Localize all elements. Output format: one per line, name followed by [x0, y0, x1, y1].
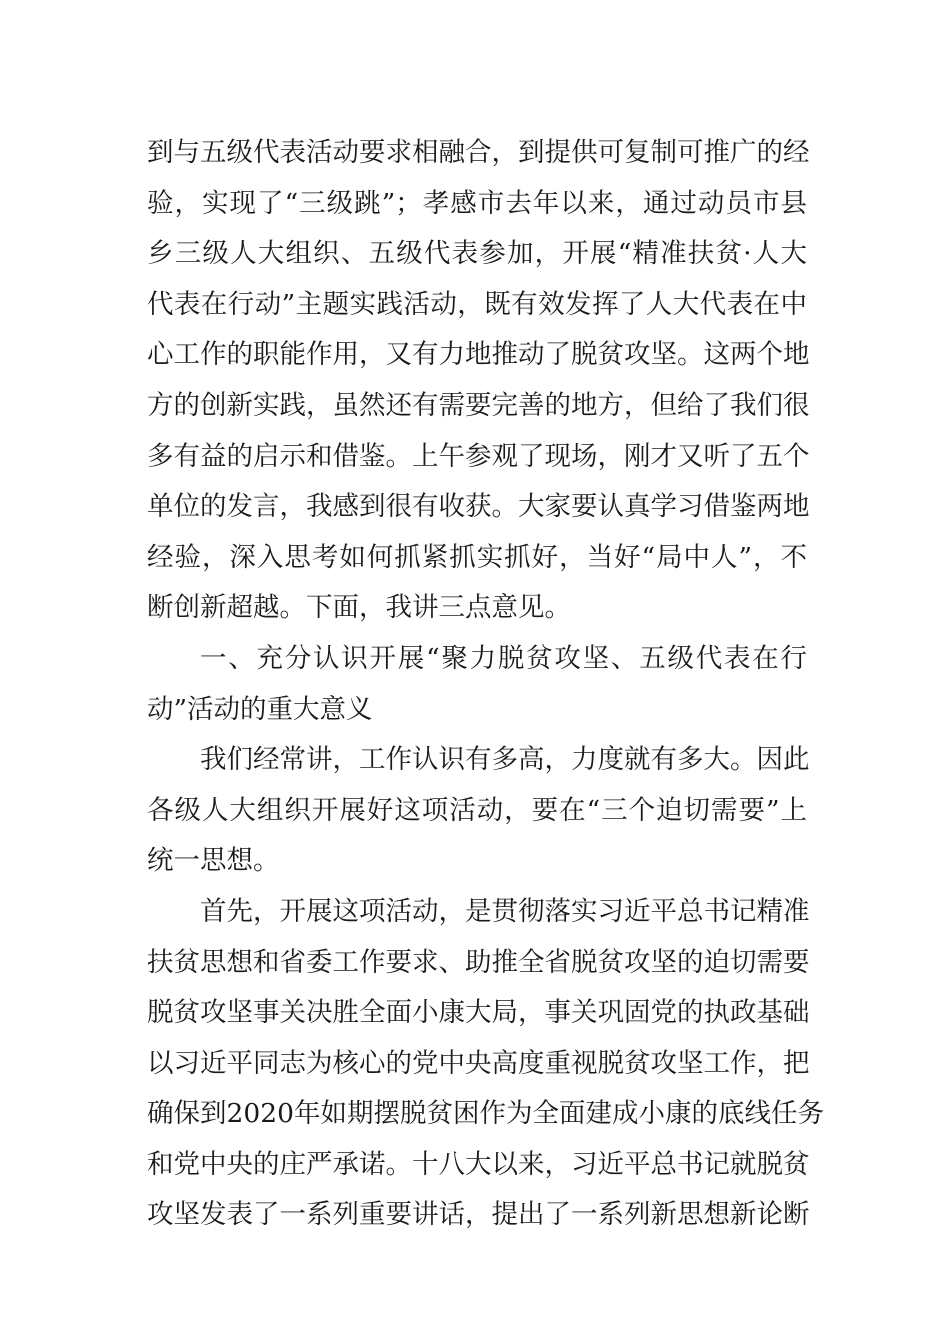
section-heading-line: 一、充分认识开展“聚力脱贫攻坚、五级代表在行 — [200, 642, 807, 674]
text-line: 验，实现了“三级跳”；孝感市去年以来，通过动员市县 — [147, 187, 807, 219]
text-line: 单位的发言，我感到很有收获。大家要认真学习借鉴两地 — [147, 491, 810, 523]
text-line: 首先，开展这项活动，是贯彻落实习近平总书记精准 — [200, 895, 810, 927]
text-line: 我们经常讲，工作认识有多高，力度就有多大。因此 — [200, 744, 810, 776]
text-line: 各级人大组织开展好这项活动，要在“三个迫切需要”上 — [147, 794, 807, 826]
text-line: 方的创新实践，虽然还有需要完善的地方，但给了我们很 — [147, 389, 810, 421]
text-line: 多有益的启示和借鉴。上午参观了现场，刚才又听了五个 — [147, 440, 810, 472]
text-line: 和党中央的庄严承诺。十八大以来，习近平总书记就脱贫 — [147, 1148, 810, 1180]
text-line: 乡三级人大组织、五级代表参加，开展“精准扶贫·人大 — [147, 238, 807, 270]
text-line: 以习近平同志为核心的党中央高度重视脱贫攻坚工作，把 — [147, 1047, 810, 1079]
text-line: 确保到2020年如期摆脱贫困作为全面建成小康的底线任务 — [147, 1098, 824, 1130]
text-line: 经验，深入思考如何抓紧抓实抓好，当好“局中人”，不 — [147, 541, 807, 573]
text-line: 攻坚发表了一系列重要讲话，提出了一系列新思想新论断 — [147, 1199, 810, 1231]
text-line: 代表在行动”主题实践活动，既有效发挥了人大代表在中 — [147, 288, 807, 320]
document-body — [147, 128, 824, 1241]
text-line: 扶贫思想和省委工作要求、助推全省脱贫攻坚的迫切需要 — [147, 946, 810, 978]
text-line: 到与五级代表活动要求相融合，到提供可复制可推广的经 — [147, 137, 810, 168]
text-line: 统一思想。 — [147, 845, 280, 877]
section-heading-line: 动”活动的重大意义 — [147, 693, 373, 725]
text-line: 心工作的职能作用，又有力地推动了脱贫攻坚。这两个地 — [147, 339, 810, 371]
text-line: 脱贫攻坚事关决胜全面小康大局，事关巩固党的执政基础 — [147, 997, 810, 1029]
text-line: 断创新超越。下面，我讲三点意见。 — [147, 592, 571, 624]
